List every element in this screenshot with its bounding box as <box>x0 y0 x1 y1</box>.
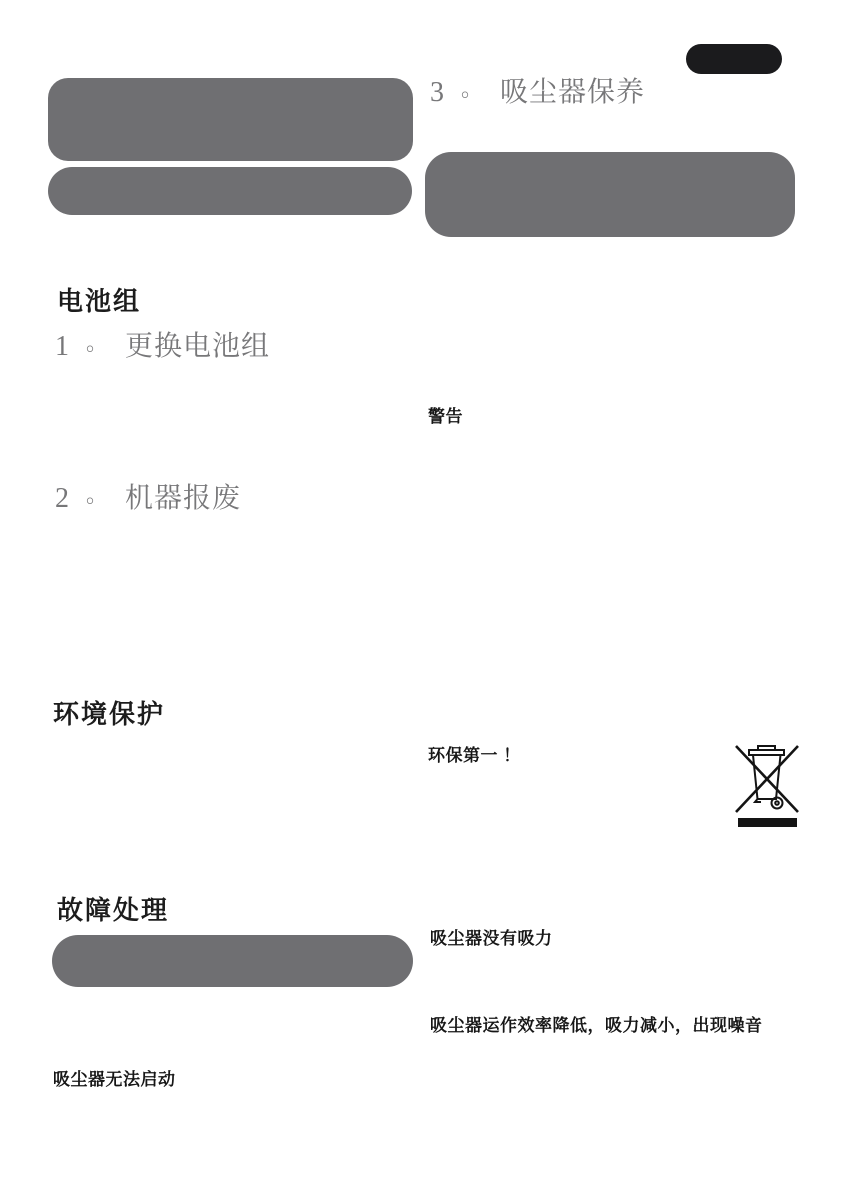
redacted-text-block <box>48 78 413 161</box>
issue-label-no-suction: 吸尘器没有吸力 <box>430 929 553 948</box>
weee-crossed-out-bin-icon <box>733 742 801 833</box>
section-heading-disposal <box>55 476 241 516</box>
section-bullet: 。 <box>461 76 485 101</box>
redacted-text-block <box>425 152 795 237</box>
redacted-text-block <box>52 935 413 987</box>
warning-label: 警告 <box>428 407 463 426</box>
issue-label-low-efficiency: 吸尘器运作效率降低，吸力减小，出现噪音 <box>430 1016 763 1035</box>
section-heading-maintenance <box>430 70 645 110</box>
section-heading-replace-battery <box>55 324 270 364</box>
section-title-environment: 环境保护 <box>53 700 166 729</box>
eco-slogan-label: 环保第一 ！ <box>428 746 521 765</box>
page-index-tab <box>686 44 782 74</box>
issue-label-no-start: 吸尘器无法启动 <box>53 1070 176 1089</box>
section-bullet: 。 <box>86 330 110 355</box>
section-heading-label: 机器报废 <box>125 483 242 514</box>
section-number: 1 <box>55 331 70 362</box>
section-title-battery: 电池组 <box>57 287 142 316</box>
section-number: 2 <box>55 483 70 514</box>
section-number: 3 <box>430 77 445 108</box>
section-title-troubleshooting: 故障处理 <box>57 896 170 925</box>
section-heading-label: 更换电池组 <box>125 331 271 362</box>
redacted-text-block <box>48 167 412 215</box>
section-heading-label: 吸尘器保养 <box>500 77 646 108</box>
section-bullet: 。 <box>86 482 110 507</box>
